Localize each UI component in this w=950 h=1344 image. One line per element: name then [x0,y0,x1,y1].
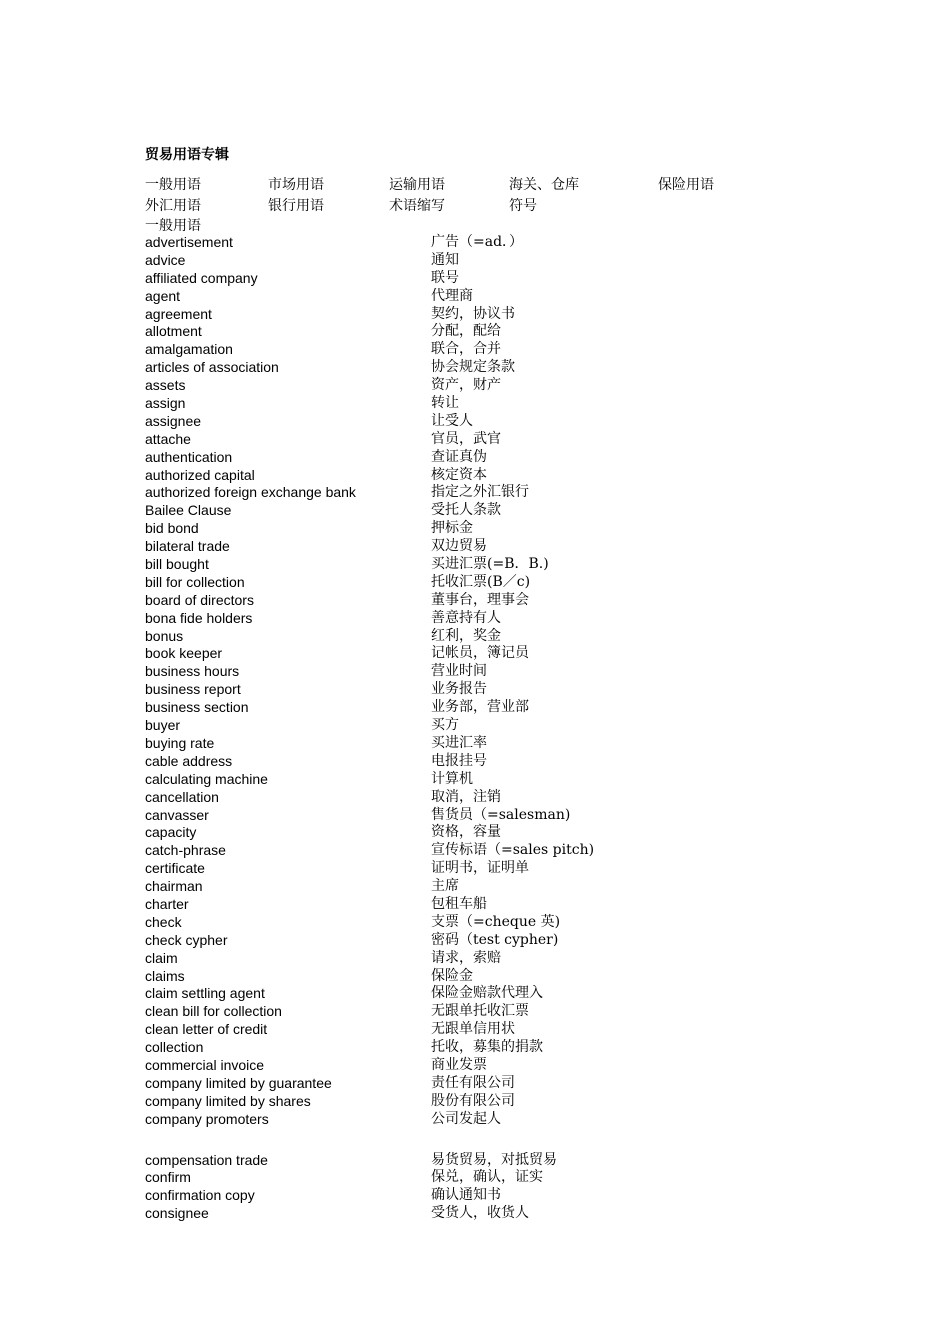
category-symbols: 符号 [509,198,537,214]
document-title: 贸易用语专辑 [145,147,229,163]
term-chinese: 保险金赔款代理入 [431,985,543,1002]
term-english: assign [145,395,186,412]
term-chinese: 让受人 [431,412,473,429]
term-english: bilateral trade [145,538,230,555]
term-english: catch-phrase [145,842,226,859]
term-chinese: 取消，注销 [431,788,501,805]
term-chinese: 指定之外汇银行 [431,484,529,501]
term-chinese: 资格，容量 [431,824,501,841]
term-english: bonus [145,627,184,644]
glossary-entry [145,1205,845,1223]
term-english: claims [145,967,185,984]
term-chinese: 买进汇票(=B．B.) [431,556,549,573]
glossary-entry [145,950,845,968]
term-english: canvasser [145,806,209,823]
term-chinese: 联合，合并 [431,341,501,358]
term-english: bill for collection [145,573,245,590]
term-english: articles of association [145,359,279,376]
term-english: claim [145,949,178,966]
term-chinese: 无跟单信用状 [431,1021,515,1038]
glossary-entry [145,323,845,341]
glossary-entry [145,1039,845,1057]
term-chinese: 联号 [431,269,459,286]
term-chinese: 商业发票 [431,1056,487,1073]
term-english: bid bond [145,520,199,537]
term-chinese: 受托人条款 [431,502,501,519]
term-chinese: 代理商 [431,287,473,304]
term-chinese: 证明书，证明单 [431,860,529,877]
term-chinese: 支票（=cheque 英) [431,913,561,930]
term-chinese: 营业时间 [431,663,487,680]
glossary-entry [145,1169,845,1187]
term-chinese: 核定资本 [431,466,487,483]
category-general: 一般用语 [145,177,201,193]
glossary-entry [145,1152,845,1170]
glossary-entry [145,771,845,789]
glossary-entry [145,968,845,986]
term-chinese: 包租车船 [431,895,487,912]
term-chinese: 受货人，收货人 [431,1205,529,1222]
term-chinese: 密码（test cypher) [431,931,559,948]
glossary-entry [145,1093,845,1111]
glossary-entry [145,1111,845,1129]
term-english: claim settling agent [145,985,265,1002]
glossary-entry [145,914,845,932]
term-chinese: 确认通知书 [431,1187,501,1204]
term-chinese: 买进汇率 [431,734,487,751]
category-row-2 [145,195,845,215]
term-english: confirm [145,1169,191,1186]
glossary-entry [145,717,845,735]
term-english: board of directors [145,591,254,608]
term-english: check cypher [145,931,228,948]
glossary-entry [145,824,845,842]
term-chinese: 托收，募集的捐款 [431,1039,543,1056]
term-chinese: 售货员（=salesman) [431,806,571,823]
glossary-entry [145,520,845,538]
category-customs-warehouse: 海关、仓库 [509,177,579,193]
term-english: authorized capital [145,466,255,483]
glossary-entry [145,610,845,628]
term-chinese: 契约，协议书 [431,305,515,322]
term-english: bona fide holders [145,609,253,626]
glossary-entry [145,932,845,950]
glossary-entry [145,1187,845,1205]
term-chinese: 责任有限公司 [431,1074,515,1091]
term-english: advertisement [145,234,233,250]
term-chinese: 保兑，确认，证实 [431,1169,543,1186]
term-chinese: 公司发起人 [431,1110,501,1127]
term-english: business section [145,699,249,716]
glossary-entry [145,341,845,359]
glossary-entry [145,985,845,1003]
glossary-entry [145,484,845,502]
term-chinese: 股份有限公司 [431,1092,515,1109]
term-chinese: 易货贸易，对抵贸易 [431,1151,557,1168]
glossary-entry [145,735,845,753]
term-chinese: 买方 [431,717,459,734]
term-english: company promoters [145,1110,269,1127]
term-chinese: 主席 [431,878,459,895]
term-chinese: 广告（=ad．） [431,234,524,250]
term-chinese: 托收汇票(B／c) [431,573,531,590]
category-insurance: 保险用语 [658,177,714,193]
glossary-entry [145,753,845,771]
term-english: certificate [145,860,205,877]
term-english: charter [145,895,189,912]
term-chinese: 双边贸易 [431,538,487,555]
term-chinese: 分配，配给 [431,323,501,340]
glossary-entry [145,538,845,556]
term-english: assignee [145,412,202,429]
term-english: chairman [145,878,203,895]
category-marketing: 市场用语 [268,177,324,193]
glossary-entry [145,431,845,449]
glossary-entry [145,860,845,878]
term-chinese: 业务报告 [431,681,487,698]
glossary-list [145,234,845,1223]
term-english: compensation trade [145,1151,268,1168]
term-english: authorized foreign exchange bank [145,484,356,501]
category-row-1 [145,174,845,194]
term-english: advice [145,251,186,268]
glossary-entry [145,1057,845,1075]
term-chinese: 押标金 [431,520,473,537]
term-chinese: 计算机 [431,770,473,787]
term-english: bill bought [145,556,209,573]
term-english: buyer [145,717,181,734]
term-chinese: 通知 [431,251,459,268]
glossary-entry [145,896,845,914]
glossary-entry [145,842,845,860]
term-english: collection [145,1039,204,1056]
glossary-entry [145,413,845,431]
term-english: consignee [145,1205,209,1222]
term-english: book keeper [145,645,223,662]
term-chinese: 无跟单托收汇票 [431,1003,529,1020]
category-foreign-exchange: 外汇用语 [145,198,201,214]
term-english: confirmation copy [145,1187,255,1204]
glossary-entry [145,234,845,252]
term-english: commercial invoice [145,1056,265,1073]
term-english: buying rate [145,734,215,751]
category-transport: 运输用语 [389,177,445,193]
term-english: allotment [145,323,202,340]
glossary-entry [145,1075,845,1093]
term-english: attache [145,430,191,447]
term-english: Bailee Clause [145,502,232,519]
term-english: check [145,913,182,930]
term-chinese: 转让 [431,395,459,412]
term-english: business hours [145,663,240,680]
term-chinese: 善意持有人 [431,609,501,626]
glossary-entry [145,359,845,377]
term-chinese: 电报挂号 [431,752,487,769]
term-english: assets [145,377,186,394]
glossary-entry [145,288,845,306]
category-banking: 银行用语 [268,198,324,214]
term-english: business report [145,681,241,698]
term-chinese: 红利，奖金 [431,627,501,644]
glossary-entry [145,449,845,467]
glossary-entry [145,699,845,717]
term-english: authentication [145,448,233,465]
glossary-entry [145,306,845,324]
term-english: company limited by guarantee [145,1074,332,1091]
term-chinese: 记帐员，簿记员 [431,645,529,662]
term-english: capacity [145,824,197,841]
term-chinese: 董事台，理事会 [431,591,529,608]
term-english: agent [145,287,181,304]
glossary-entry [145,252,845,270]
term-english: clean letter of credit [145,1021,268,1038]
term-chinese: 宣传标语（=sales pitch) [431,842,595,859]
glossary-entry [145,502,845,520]
glossary-entry [145,807,845,825]
term-chinese: 保险金 [431,967,473,984]
term-chinese: 查证真伪 [431,448,487,465]
term-chinese: 请求，索赔 [431,949,501,966]
term-english: cancellation [145,788,219,805]
term-english: calculating machine [145,770,268,787]
term-english: company limited by shares [145,1092,311,1109]
glossary-entry [145,574,845,592]
term-chinese: 资产，财产 [431,377,501,394]
section-title: 一般用语 [145,218,201,234]
glossary-entry [145,395,845,413]
term-english: clean bill for collection [145,1003,282,1020]
glossary-entry [145,681,845,699]
glossary-entry [145,789,845,807]
glossary-entry [145,377,845,395]
term-chinese: 官员，武官 [431,430,501,447]
term-english: cable address [145,752,233,769]
term-chinese: 协会规定条款 [431,359,515,376]
glossary-entry [145,645,845,663]
term-english: agreement [145,305,212,322]
term-english: amalgamation [145,341,233,358]
glossary-entry [145,270,845,288]
glossary-entry [145,556,845,574]
glossary-entry [145,663,845,681]
glossary-entry [145,878,845,896]
glossary-entry [145,1021,845,1039]
category-abbreviations: 术语缩写 [389,198,445,214]
glossary-entry [145,592,845,610]
term-english: affiliated company [145,269,258,286]
glossary-entry [145,467,845,485]
term-chinese: 业务部，营业部 [431,699,529,716]
glossary-entry [145,1003,845,1021]
glossary-entry [145,628,845,646]
